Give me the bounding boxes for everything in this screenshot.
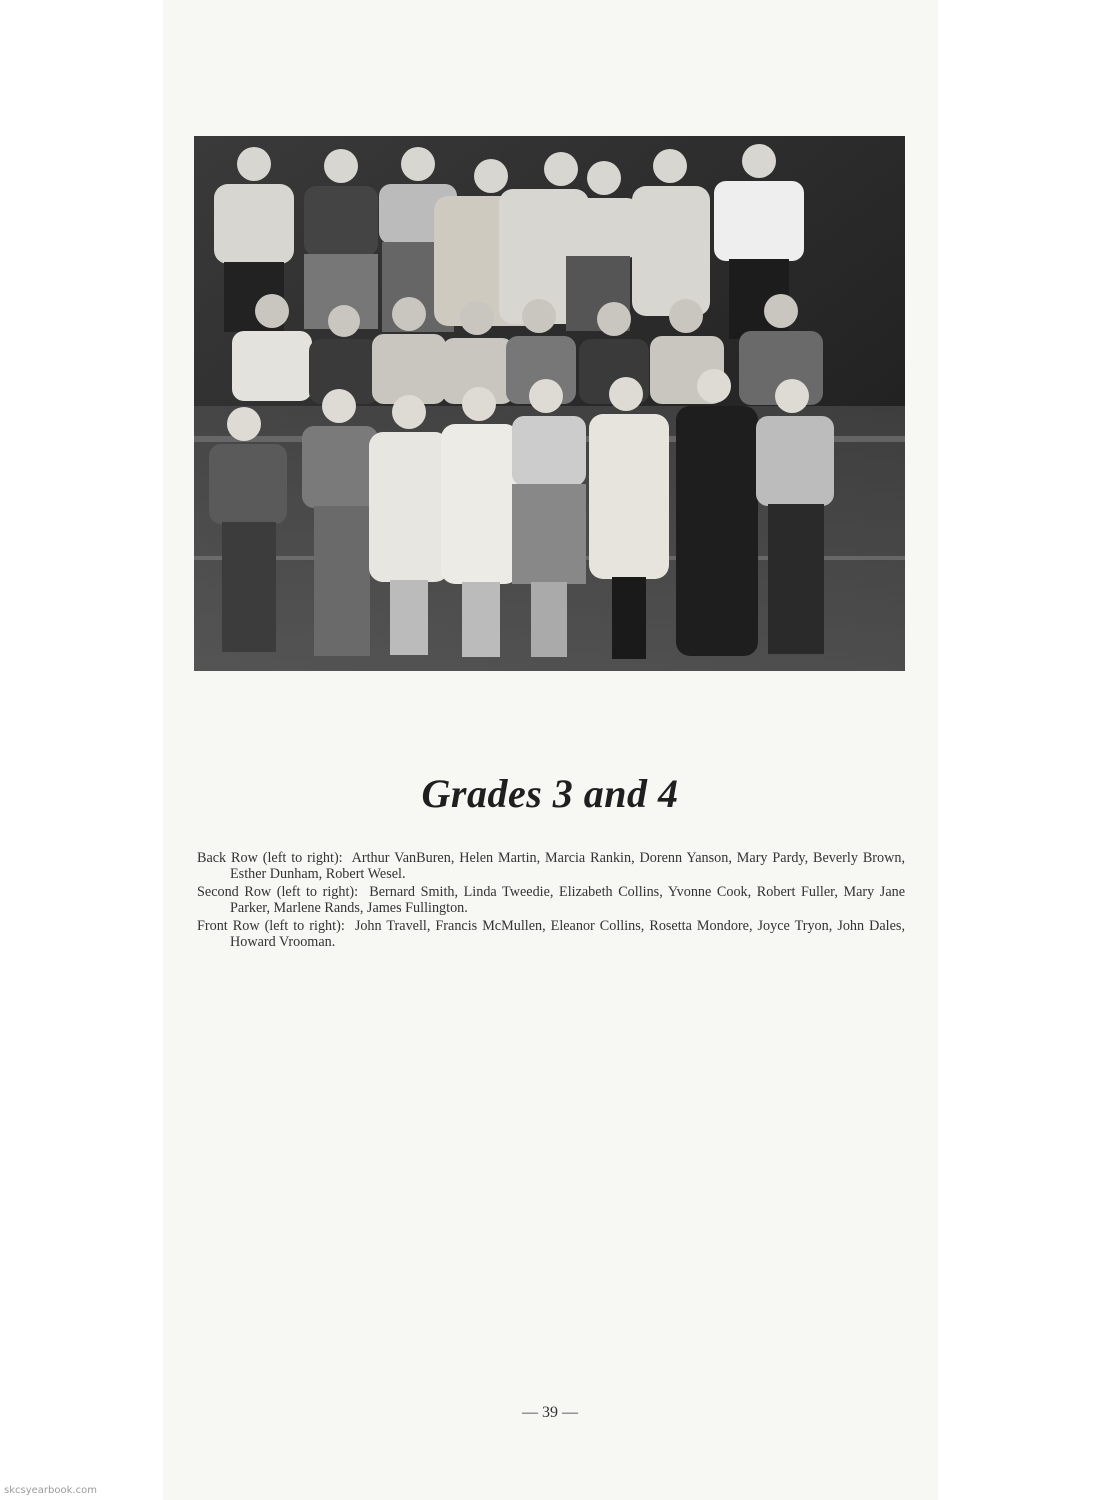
class-photo-illustration: [194, 136, 905, 671]
row-label: Front Row (left to right):: [197, 918, 345, 934]
caption-row-second: [197, 884, 905, 916]
caption-list: [197, 850, 905, 952]
watermark: skcsyearbook.com: [4, 1485, 97, 1496]
section-title: Grades 3 and 4: [421, 771, 679, 816]
row-names: Arthur VanBuren, Helen Martin, Marcia Rankin, Dorenn Yanson, Mary Pardy, Beverly Brown, Esther Dunham, Robert Wesel.: [230, 850, 905, 882]
row-names: John Travell, Francis McMullen, Eleanor Collins, Rosetta Mondore, Joyce Tryon, John Dales, Howard Vrooman.: [230, 918, 905, 950]
row-label: Second Row (left to right):: [197, 884, 359, 900]
row-names: Bernard Smith, Linda Tweedie, Elizabeth Collins, Yvonne Cook, Robert Fuller, Mary Jane Parker, Marlene Rands, James Fullington.: [230, 884, 906, 916]
caption-row-front: [197, 918, 905, 950]
caption-row-back: [197, 850, 905, 882]
page-number: — 39 —: [522, 1404, 578, 1421]
row-label: Back Row (left to right):: [197, 850, 343, 866]
class-photo: [194, 136, 905, 671]
